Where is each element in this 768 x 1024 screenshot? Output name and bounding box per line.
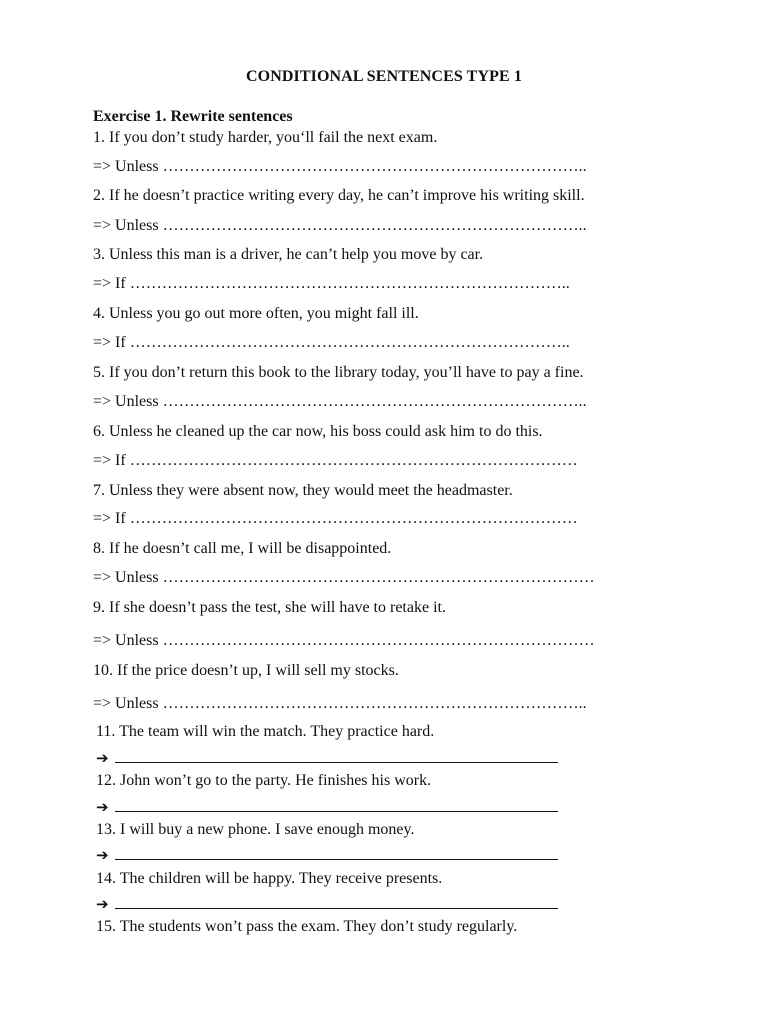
question-2: 2. If he doesn’t practice writing every day, he can’t improve his writing skill.	[93, 187, 585, 204]
question-8: 8. If he doesn’t call me, I will be disappointed.	[93, 540, 392, 557]
answer-line-10[interactable]: => Unless ……………………………………………………………………..	[93, 695, 587, 712]
answer-blank-13[interactable]	[115, 845, 558, 860]
question-7: 7. Unless they were absent now, they would meet the headmaster.	[93, 482, 513, 499]
answer-line-6[interactable]: => If …………………………………………………………………………	[93, 452, 578, 469]
question-9: 9. If she doesn’t pass the test, she will have to retake it.	[93, 599, 446, 616]
answer-blank-14[interactable]	[115, 894, 558, 909]
answer-line-3[interactable]: => If ………………………………………………………………………..	[93, 275, 570, 292]
answer-line-7[interactable]: => If …………………………………………………………………………	[93, 510, 578, 527]
answer-line-4[interactable]: => If ………………………………………………………………………..	[93, 334, 570, 351]
answer-row-13	[96, 845, 558, 866]
page-title: CONDITIONAL SENTENCES TYPE 1	[246, 68, 522, 85]
answer-line-9[interactable]: => Unless ………………………………………………………………………	[93, 632, 595, 649]
answer-row-14	[96, 894, 558, 915]
answer-line-8[interactable]: => Unless ………………………………………………………………………	[93, 569, 595, 586]
arrow-icon: ➔	[96, 846, 109, 864]
answer-blank-12[interactable]	[115, 797, 558, 812]
question-13: 13. I will buy a new phone. I save enough money.	[96, 821, 415, 838]
question-1: 1. If you don’t study harder, you‘ll fail the next exam.	[93, 129, 438, 146]
question-5: 5. If you don’t return this book to the library today, you’ll have to pay a fine.	[93, 364, 584, 381]
answer-blank-11[interactable]	[115, 748, 558, 763]
answer-line-2[interactable]: => Unless ……………………………………………………………………..	[93, 217, 587, 234]
exercise-heading: Exercise 1. Rewrite sentences	[93, 108, 293, 125]
arrow-icon: ➔	[96, 895, 109, 913]
question-3: 3. Unless this man is a driver, he can’t help you move by car.	[93, 246, 484, 263]
question-6: 6. Unless he cleaned up the car now, his boss could ask him to do this.	[93, 423, 543, 440]
question-14: 14. The children will be happy. They receive presents.	[96, 870, 443, 887]
answer-line-5[interactable]: => Unless ……………………………………………………………………..	[93, 393, 587, 410]
answer-row-11	[96, 748, 558, 769]
question-11: 11. The team will win the match. They practice hard.	[96, 723, 435, 740]
answer-row-12	[96, 797, 558, 818]
question-15: 15. The students won’t pass the exam. They don’t study regularly.	[96, 918, 518, 935]
arrow-icon: ➔	[96, 749, 109, 767]
answer-line-1[interactable]: => Unless ……………………………………………………………………..	[93, 158, 587, 175]
question-4: 4. Unless you go out more often, you might fall ill.	[93, 305, 419, 322]
question-10: 10. If the price doesn’t up, I will sell my stocks.	[93, 662, 399, 679]
arrow-icon: ➔	[96, 798, 109, 816]
question-12: 12. John won’t go to the party. He finishes his work.	[96, 772, 432, 789]
